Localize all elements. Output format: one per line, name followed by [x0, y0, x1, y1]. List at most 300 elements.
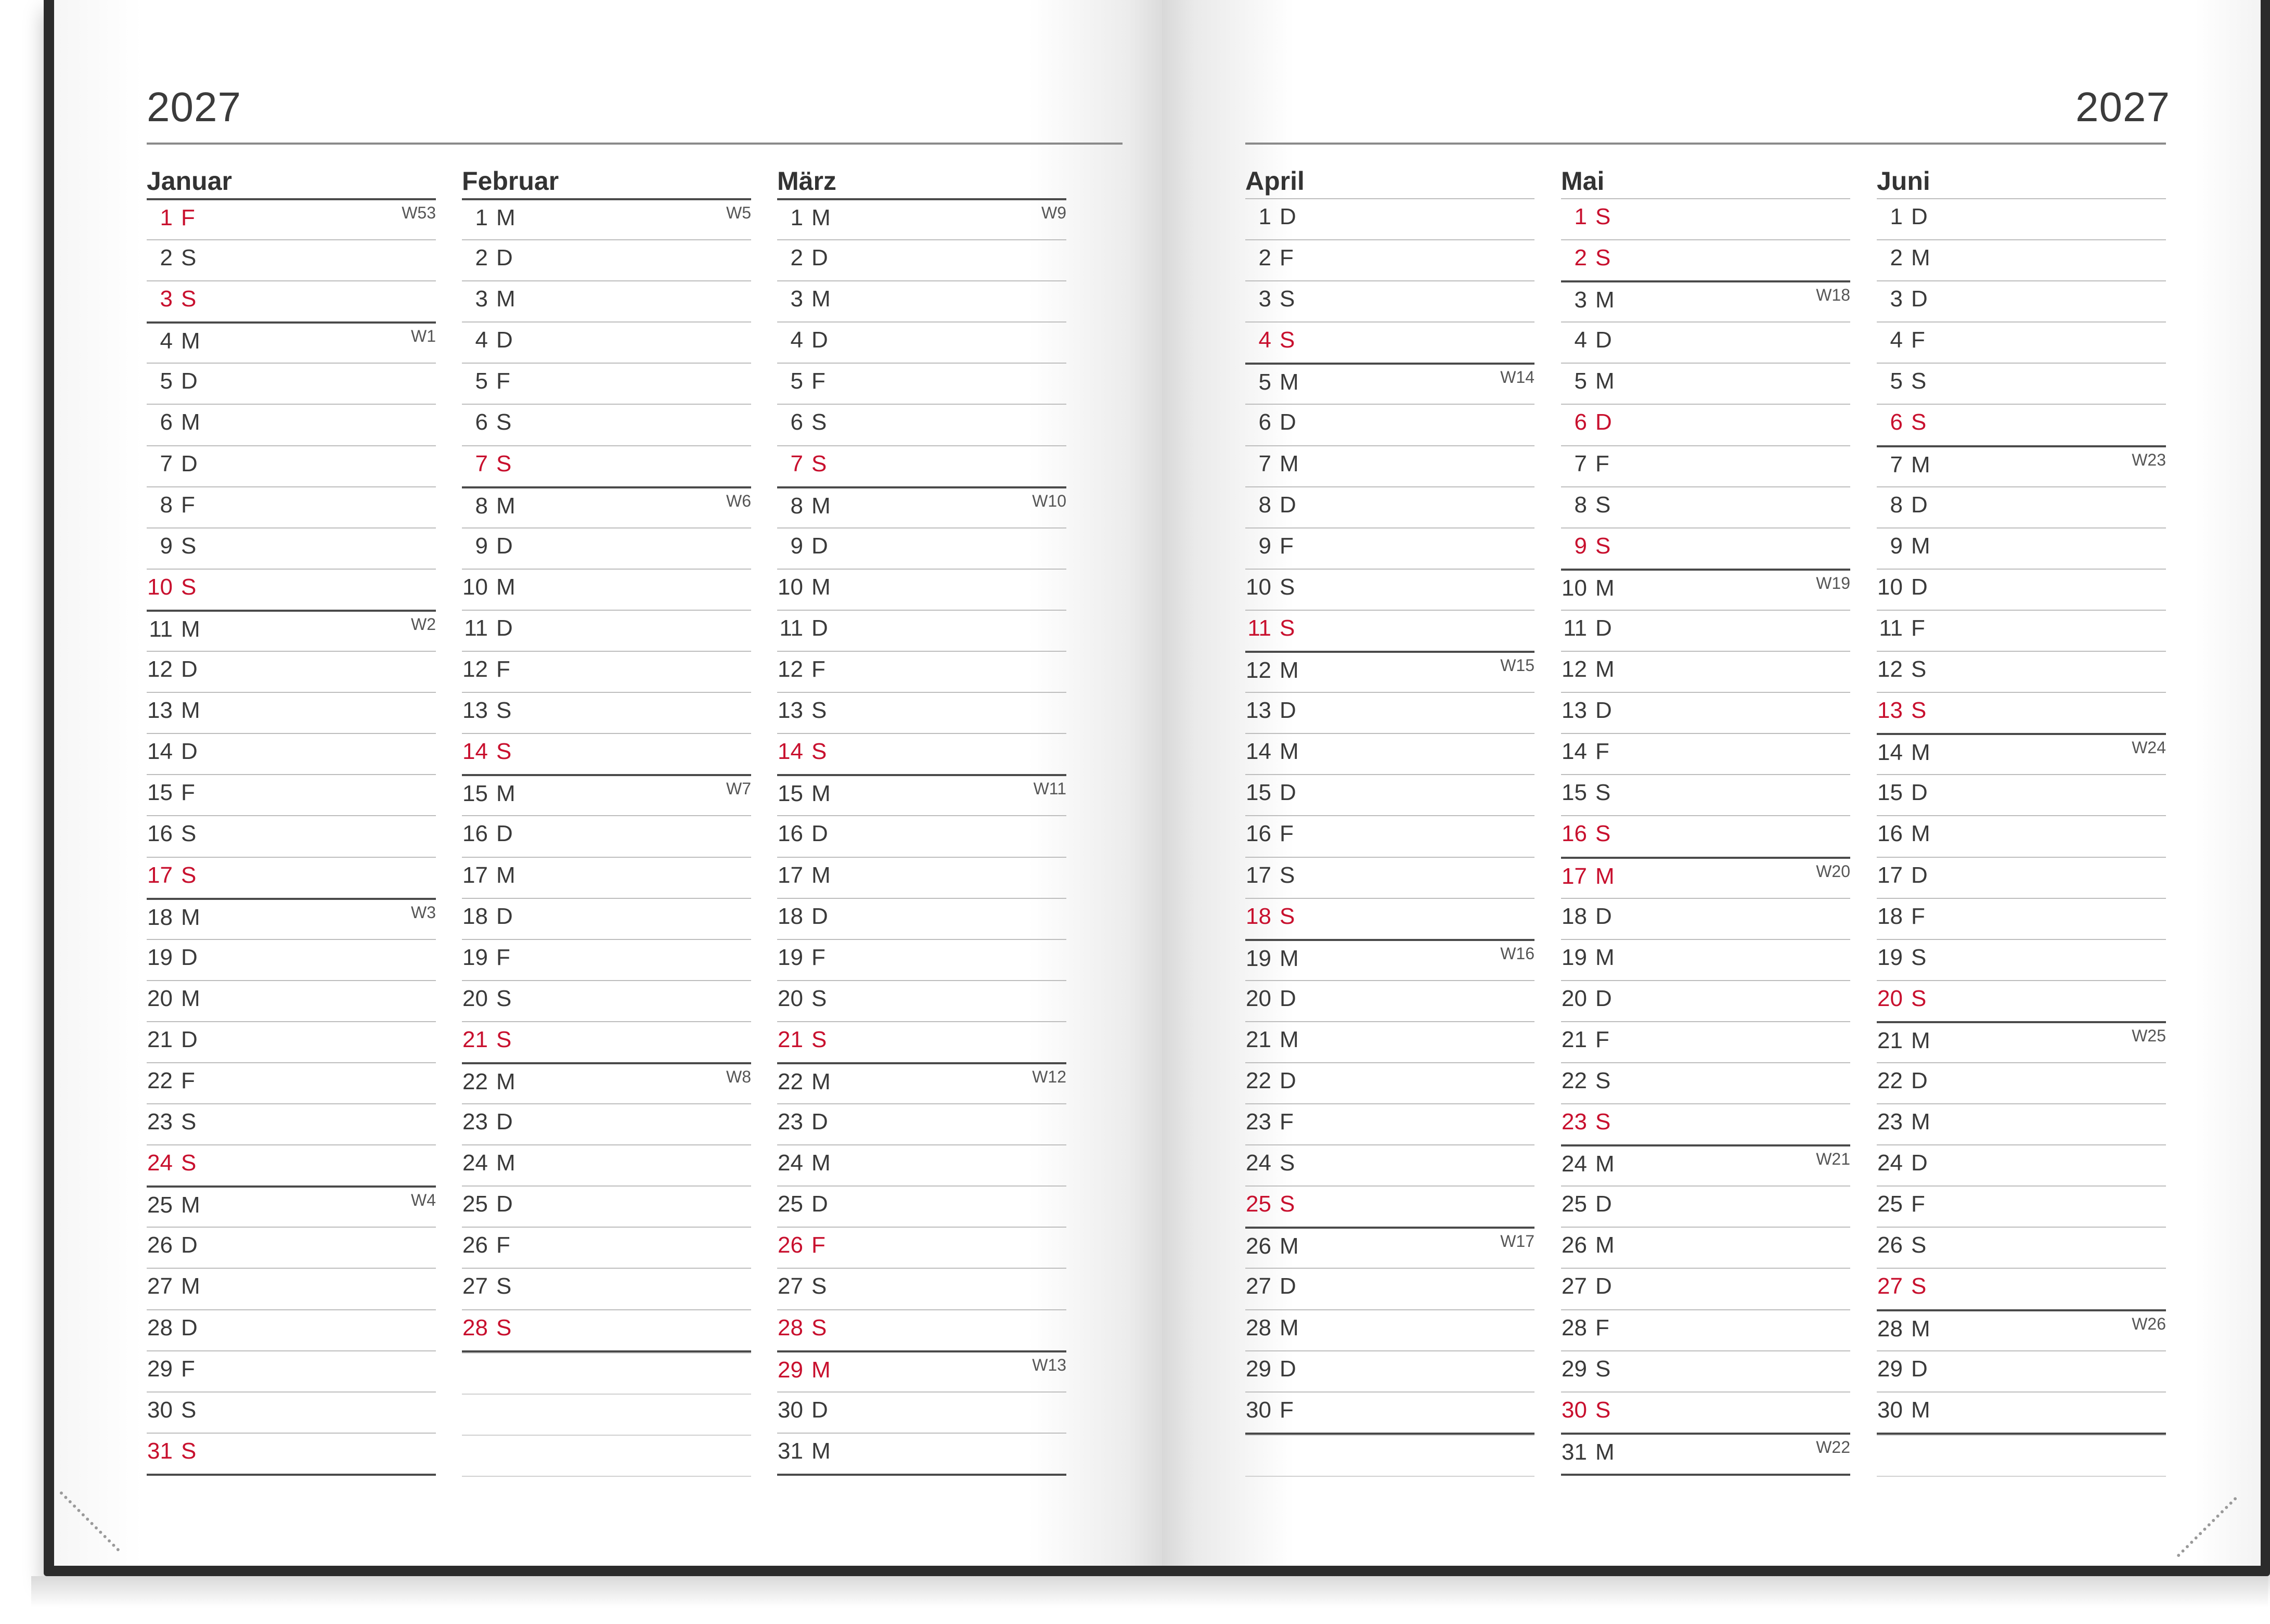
- day-row[interactable]: [1245, 404, 1534, 445]
- day-row[interactable]: [462, 404, 751, 445]
- day-row[interactable]: [147, 692, 436, 733]
- day-row[interactable]: [1245, 1268, 1534, 1309]
- day-row[interactable]: [777, 939, 1066, 980]
- day-number: 2: [160, 245, 173, 271]
- day-row[interactable]: [777, 1144, 1066, 1185]
- week-number-label: W23: [2132, 450, 2166, 469]
- day-number: 23: [462, 1109, 488, 1135]
- weekday-letter: M: [1911, 1397, 1930, 1423]
- weekday-letter: M: [1595, 368, 1615, 394]
- year-rule-left: [147, 143, 1123, 145]
- day-row[interactable]: [462, 1185, 751, 1227]
- day-row[interactable]: [147, 1433, 436, 1474]
- day-row[interactable]: [462, 1103, 751, 1144]
- day-number: 8: [160, 492, 173, 518]
- day-row[interactable]: [462, 280, 751, 321]
- day-row[interactable]: [1561, 239, 1850, 280]
- day-row[interactable]: [777, 1309, 1066, 1350]
- day-row[interactable]: [1877, 486, 2166, 527]
- day-row[interactable]: [147, 733, 436, 774]
- right-page: [1162, 0, 2261, 1566]
- weekday-letter: D: [1911, 1067, 1928, 1093]
- day-row[interactable]: [147, 1309, 436, 1350]
- day-row[interactable]: [777, 321, 1066, 363]
- day-number: 3: [1258, 286, 1271, 312]
- weekday-letter: F: [1595, 450, 1609, 476]
- empty-line: [462, 1352, 751, 1394]
- day-row[interactable]: [1561, 610, 1850, 651]
- day-row[interactable]: [1245, 610, 1534, 651]
- weekday-letter: D: [496, 615, 513, 641]
- day-row[interactable]: [1877, 1185, 2166, 1227]
- day-row[interactable]: [1877, 857, 2166, 898]
- day-number: 19: [778, 944, 803, 970]
- day-row[interactable]: [147, 1391, 436, 1433]
- day-number: 5: [1890, 368, 1903, 394]
- bottom-rule: [1245, 1476, 1534, 1477]
- weekday-letter: S: [811, 739, 827, 765]
- day-row[interactable]: [1245, 527, 1534, 569]
- day-number: 11: [779, 615, 803, 641]
- day-number: 18: [1877, 903, 1903, 929]
- day-number: 26: [778, 1232, 803, 1258]
- day-row[interactable]: [777, 569, 1066, 610]
- weekday-letter: D: [811, 821, 828, 847]
- day-row[interactable]: [462, 445, 751, 486]
- day-row[interactable]: [1877, 610, 2166, 651]
- day-number: 20: [462, 985, 488, 1011]
- day-number: 21: [778, 1026, 803, 1052]
- day-row[interactable]: [1245, 280, 1534, 321]
- day-number: 3: [160, 286, 173, 312]
- day-row[interactable]: [1561, 1021, 1850, 1062]
- weekday-letter: S: [1280, 615, 1295, 641]
- day-row[interactable]: [1245, 1227, 1534, 1268]
- day-row[interactable]: [777, 1062, 1066, 1103]
- day-row[interactable]: [1245, 1144, 1534, 1185]
- day-row[interactable]: [462, 1062, 751, 1103]
- weekday-letter: D: [811, 615, 828, 641]
- day-row[interactable]: [147, 898, 436, 939]
- month-title: Mai: [1561, 166, 1605, 196]
- day-row[interactable]: [1245, 815, 1534, 856]
- day-row[interactable]: [147, 857, 436, 898]
- day-number: 24: [1877, 1150, 1903, 1176]
- day-row[interactable]: [777, 692, 1066, 733]
- day-row[interactable]: [777, 815, 1066, 856]
- day-row[interactable]: [1877, 1391, 2166, 1433]
- day-row[interactable]: [1245, 1309, 1534, 1350]
- weekday-letter: F: [181, 492, 195, 518]
- day-number: 4: [1574, 327, 1587, 353]
- day-row[interactable]: [1561, 651, 1850, 692]
- weekday-letter: F: [811, 368, 826, 394]
- day-number: 9: [1890, 533, 1903, 559]
- day-row[interactable]: [462, 898, 751, 939]
- weekday-letter: S: [811, 1273, 827, 1299]
- day-number: 5: [790, 368, 803, 394]
- day-row[interactable]: [1561, 1433, 1850, 1474]
- week-number-label: W4: [411, 1191, 436, 1210]
- day-row[interactable]: [1245, 363, 1534, 404]
- day-row[interactable]: [1561, 1185, 1850, 1227]
- day-row[interactable]: [777, 363, 1066, 404]
- week-number-label: W7: [726, 779, 751, 798]
- day-row[interactable]: [777, 1268, 1066, 1309]
- day-row[interactable]: [1245, 198, 1534, 239]
- weekday-letter: F: [1911, 615, 1925, 641]
- day-number: 25: [1877, 1191, 1903, 1217]
- day-row[interactable]: [462, 1227, 751, 1268]
- day-row[interactable]: [147, 280, 436, 321]
- day-row[interactable]: [462, 363, 751, 404]
- day-number: 29: [778, 1357, 803, 1383]
- day-number: 31: [1562, 1439, 1587, 1465]
- day-number: 30: [147, 1397, 173, 1423]
- day-row[interactable]: [1877, 1227, 2166, 1268]
- day-row[interactable]: [1877, 445, 2166, 486]
- day-row[interactable]: [1561, 486, 1850, 527]
- weekday-letter: M: [811, 1357, 831, 1383]
- day-number: 10: [1877, 574, 1903, 600]
- day-number: 24: [778, 1150, 803, 1176]
- day-row[interactable]: [1561, 1062, 1850, 1103]
- day-row[interactable]: [777, 733, 1066, 774]
- day-row[interactable]: [1561, 1391, 1850, 1433]
- day-row[interactable]: [1561, 198, 1850, 239]
- day-row[interactable]: [1877, 527, 2166, 569]
- day-row[interactable]: [1877, 1062, 2166, 1103]
- day-number: 13: [1877, 698, 1903, 724]
- day-number: 12: [147, 656, 173, 682]
- week-number-label: W19: [1816, 573, 1850, 592]
- week-number-label: W26: [2132, 1314, 2166, 1333]
- weekday-letter: S: [1595, 1067, 1611, 1093]
- day-row[interactable]: [777, 1227, 1066, 1268]
- day-row[interactable]: [1877, 1309, 2166, 1350]
- day-number: 29: [1562, 1356, 1587, 1382]
- day-row[interactable]: [147, 1144, 436, 1185]
- day-row[interactable]: [1245, 857, 1534, 898]
- day-row[interactable]: [147, 1103, 436, 1144]
- day-row[interactable]: [1561, 280, 1850, 321]
- weekday-letter: M: [1280, 739, 1299, 765]
- weekday-letter: D: [1280, 1356, 1296, 1382]
- day-row[interactable]: [1561, 774, 1850, 815]
- weekday-letter: F: [811, 944, 826, 970]
- day-number: 18: [778, 903, 803, 929]
- weekday-letter: M: [1911, 740, 1930, 766]
- day-number: 7: [475, 450, 488, 476]
- day-row[interactable]: [147, 1021, 436, 1062]
- day-number: 17: [778, 862, 803, 888]
- weekday-letter: M: [1595, 287, 1615, 313]
- day-row[interactable]: [1245, 239, 1534, 280]
- weekday-letter: M: [1911, 1027, 1930, 1053]
- weekday-letter: S: [1280, 574, 1295, 600]
- day-number: 28: [1246, 1314, 1271, 1341]
- weekday-letter: F: [496, 1232, 510, 1258]
- day-number: 7: [1258, 450, 1271, 476]
- day-row[interactable]: [777, 1391, 1066, 1433]
- day-row[interactable]: [1561, 857, 1850, 898]
- day-row[interactable]: [1561, 692, 1850, 733]
- day-row[interactable]: [1877, 198, 2166, 239]
- week-number-label: W24: [2132, 738, 2166, 757]
- weekday-letter: S: [181, 862, 197, 888]
- day-row[interactable]: [777, 651, 1066, 692]
- day-row[interactable]: [1877, 1103, 2166, 1144]
- weekday-letter: S: [811, 1314, 827, 1341]
- day-number: 23: [1562, 1109, 1587, 1135]
- day-row[interactable]: [147, 198, 436, 239]
- weekday-letter: M: [496, 574, 515, 600]
- day-row[interactable]: [777, 280, 1066, 321]
- day-row[interactable]: [777, 1021, 1066, 1062]
- day-row[interactable]: [1561, 815, 1850, 856]
- day-row[interactable]: [1245, 774, 1534, 815]
- day-row[interactable]: [462, 527, 751, 569]
- day-row[interactable]: [147, 1185, 436, 1227]
- day-row[interactable]: [1877, 363, 2166, 404]
- day-row[interactable]: [1245, 1350, 1534, 1391]
- day-row[interactable]: [462, 857, 751, 898]
- day-number: 28: [1562, 1314, 1587, 1341]
- day-row[interactable]: [1877, 239, 2166, 280]
- day-row[interactable]: [1245, 321, 1534, 363]
- month-end-rule: [777, 1474, 1066, 1476]
- day-row[interactable]: [1561, 1350, 1850, 1391]
- day-row[interactable]: [1245, 486, 1534, 527]
- weekday-letter: M: [1911, 533, 1930, 559]
- weekday-letter: M: [811, 286, 831, 312]
- day-row[interactable]: [1877, 404, 2166, 445]
- month-column-maerz: [777, 164, 1066, 1476]
- week-number-label: W11: [1033, 779, 1066, 798]
- week-number-label: W8: [726, 1067, 751, 1086]
- day-row[interactable]: [1877, 939, 2166, 980]
- day-row[interactable]: [147, 815, 436, 856]
- day-row[interactable]: [147, 404, 436, 445]
- month-column-januar: [147, 164, 436, 1476]
- day-row[interactable]: [462, 651, 751, 692]
- day-number: 5: [475, 368, 488, 394]
- day-row[interactable]: [1561, 733, 1850, 774]
- day-row[interactable]: [462, 610, 751, 651]
- day-row[interactable]: [1561, 321, 1850, 363]
- day-number: 5: [1258, 369, 1271, 395]
- day-row[interactable]: [1877, 774, 2166, 815]
- day-row[interactable]: [1877, 980, 2166, 1021]
- day-row[interactable]: [147, 651, 436, 692]
- weekday-letter: D: [1911, 574, 1928, 600]
- day-number: 10: [1246, 574, 1271, 600]
- day-row[interactable]: [1877, 692, 2166, 733]
- day-row[interactable]: [1561, 980, 1850, 1021]
- day-number: 18: [147, 904, 173, 930]
- day-row[interactable]: [1877, 733, 2166, 774]
- day-row[interactable]: [1877, 898, 2166, 939]
- day-row[interactable]: [1561, 404, 1850, 445]
- day-row[interactable]: [1877, 321, 2166, 363]
- day-row[interactable]: [147, 1268, 436, 1309]
- weekday-letter: S: [1595, 821, 1611, 847]
- day-row[interactable]: [777, 404, 1066, 445]
- weekday-letter: F: [181, 1067, 195, 1093]
- weekday-letter: S: [181, 245, 197, 271]
- day-row[interactable]: [147, 527, 436, 569]
- day-number: 19: [462, 944, 488, 970]
- day-row[interactable]: [1245, 651, 1534, 692]
- day-row[interactable]: [777, 610, 1066, 651]
- day-number: 12: [1562, 656, 1587, 682]
- weekday-letter: M: [1280, 450, 1299, 476]
- day-row[interactable]: [1877, 569, 2166, 610]
- day-row[interactable]: [147, 321, 436, 363]
- day-row[interactable]: [462, 1268, 751, 1309]
- day-number: 15: [462, 781, 488, 807]
- day-row[interactable]: [462, 1021, 751, 1062]
- weekday-letter: M: [811, 781, 831, 807]
- day-row[interactable]: [777, 239, 1066, 280]
- day-row[interactable]: [777, 198, 1066, 239]
- day-number: 24: [147, 1150, 173, 1176]
- day-row[interactable]: [1561, 1103, 1850, 1144]
- day-row[interactable]: [1877, 280, 2166, 321]
- day-row[interactable]: [777, 486, 1066, 527]
- weekday-letter: D: [811, 327, 828, 353]
- day-row[interactable]: [1877, 1144, 2166, 1185]
- weekday-letter: D: [496, 1109, 513, 1135]
- weekday-letter: M: [181, 328, 200, 354]
- day-row[interactable]: [777, 898, 1066, 939]
- day-row[interactable]: [1245, 445, 1534, 486]
- day-row[interactable]: [1561, 1144, 1850, 1185]
- day-row[interactable]: [462, 733, 751, 774]
- day-row[interactable]: [777, 445, 1066, 486]
- day-number: 17: [1877, 862, 1903, 888]
- weekday-letter: D: [181, 1232, 198, 1258]
- day-row[interactable]: [1245, 569, 1534, 610]
- day-row[interactable]: [462, 486, 751, 527]
- day-row[interactable]: [1245, 1185, 1534, 1227]
- week-number-label: W3: [411, 903, 436, 922]
- day-row[interactable]: [462, 980, 751, 1021]
- weekday-letter: D: [1595, 1273, 1612, 1299]
- weekday-letter: S: [811, 450, 827, 476]
- weekday-letter: D: [496, 245, 513, 271]
- day-row[interactable]: [462, 692, 751, 733]
- day-row[interactable]: [462, 1309, 751, 1350]
- day-row[interactable]: [147, 939, 436, 980]
- week-number-label: W1: [411, 327, 436, 346]
- weekday-letter: S: [1280, 1191, 1295, 1217]
- day-row[interactable]: [777, 1103, 1066, 1144]
- day-row[interactable]: [1561, 1227, 1850, 1268]
- day-row[interactable]: [1561, 445, 1850, 486]
- day-row[interactable]: [1245, 692, 1534, 733]
- day-row[interactable]: [462, 321, 751, 363]
- weekday-letter: S: [181, 286, 197, 312]
- day-row[interactable]: [1245, 1021, 1534, 1062]
- day-row[interactable]: [462, 815, 751, 856]
- day-row[interactable]: [1561, 939, 1850, 980]
- weekday-letter: D: [1280, 204, 1296, 229]
- day-row[interactable]: [1877, 651, 2166, 692]
- day-row[interactable]: [777, 980, 1066, 1021]
- weekday-letter: M: [496, 205, 515, 230]
- day-row[interactable]: [1245, 939, 1534, 980]
- day-row[interactable]: [1877, 1268, 2166, 1309]
- day-number: 6: [1890, 409, 1903, 435]
- day-number: 27: [1562, 1273, 1587, 1299]
- day-row[interactable]: [1245, 733, 1534, 774]
- day-row[interactable]: [777, 1433, 1066, 1474]
- weekday-letter: M: [1595, 944, 1615, 970]
- day-row[interactable]: [147, 486, 436, 527]
- day-row[interactable]: [147, 363, 436, 404]
- day-row[interactable]: [1561, 363, 1850, 404]
- day-row[interactable]: [1245, 1391, 1534, 1433]
- day-number: 8: [475, 493, 488, 519]
- weekday-letter: D: [1911, 1150, 1928, 1176]
- week-number-label: W16: [1500, 944, 1534, 963]
- weekday-letter: S: [496, 985, 512, 1011]
- weekday-letter: S: [811, 1026, 827, 1052]
- day-row[interactable]: [147, 610, 436, 651]
- day-row[interactable]: [777, 774, 1066, 815]
- day-row[interactable]: [462, 774, 751, 815]
- day-number: 2: [1258, 245, 1271, 271]
- day-row[interactable]: [147, 774, 436, 815]
- day-row[interactable]: [462, 569, 751, 610]
- day-row[interactable]: [147, 1350, 436, 1391]
- weekday-letter: M: [1280, 369, 1299, 395]
- day-row[interactable]: [147, 569, 436, 610]
- day-row[interactable]: [1245, 1103, 1534, 1144]
- day-row[interactable]: [147, 980, 436, 1021]
- day-row[interactable]: [1561, 569, 1850, 610]
- day-row[interactable]: [1561, 1309, 1850, 1350]
- day-row[interactable]: [147, 1062, 436, 1103]
- day-row[interactable]: [147, 239, 436, 280]
- day-row[interactable]: [1877, 1350, 2166, 1391]
- day-number: 8: [1258, 492, 1271, 518]
- day-row[interactable]: [1877, 815, 2166, 856]
- day-row[interactable]: [1245, 1062, 1534, 1103]
- day-row[interactable]: [777, 527, 1066, 569]
- day-number: 11: [1563, 615, 1587, 641]
- weekday-letter: S: [181, 1397, 197, 1423]
- day-row[interactable]: [462, 939, 751, 980]
- day-row[interactable]: [777, 857, 1066, 898]
- day-row[interactable]: [777, 1350, 1066, 1391]
- day-row[interactable]: [1561, 1268, 1850, 1309]
- day-row[interactable]: [462, 198, 751, 239]
- day-row[interactable]: [147, 445, 436, 486]
- day-row[interactable]: [1245, 898, 1534, 939]
- day-row[interactable]: [777, 1185, 1066, 1227]
- weekday-letter: S: [1280, 862, 1295, 888]
- day-row[interactable]: [1561, 527, 1850, 569]
- day-row[interactable]: [147, 1227, 436, 1268]
- day-number: 3: [1890, 286, 1903, 312]
- day-row[interactable]: [462, 239, 751, 280]
- day-row[interactable]: [1245, 980, 1534, 1021]
- day-row[interactable]: [1877, 1021, 2166, 1062]
- day-row[interactable]: [462, 1144, 751, 1185]
- day-row[interactable]: [1561, 898, 1850, 939]
